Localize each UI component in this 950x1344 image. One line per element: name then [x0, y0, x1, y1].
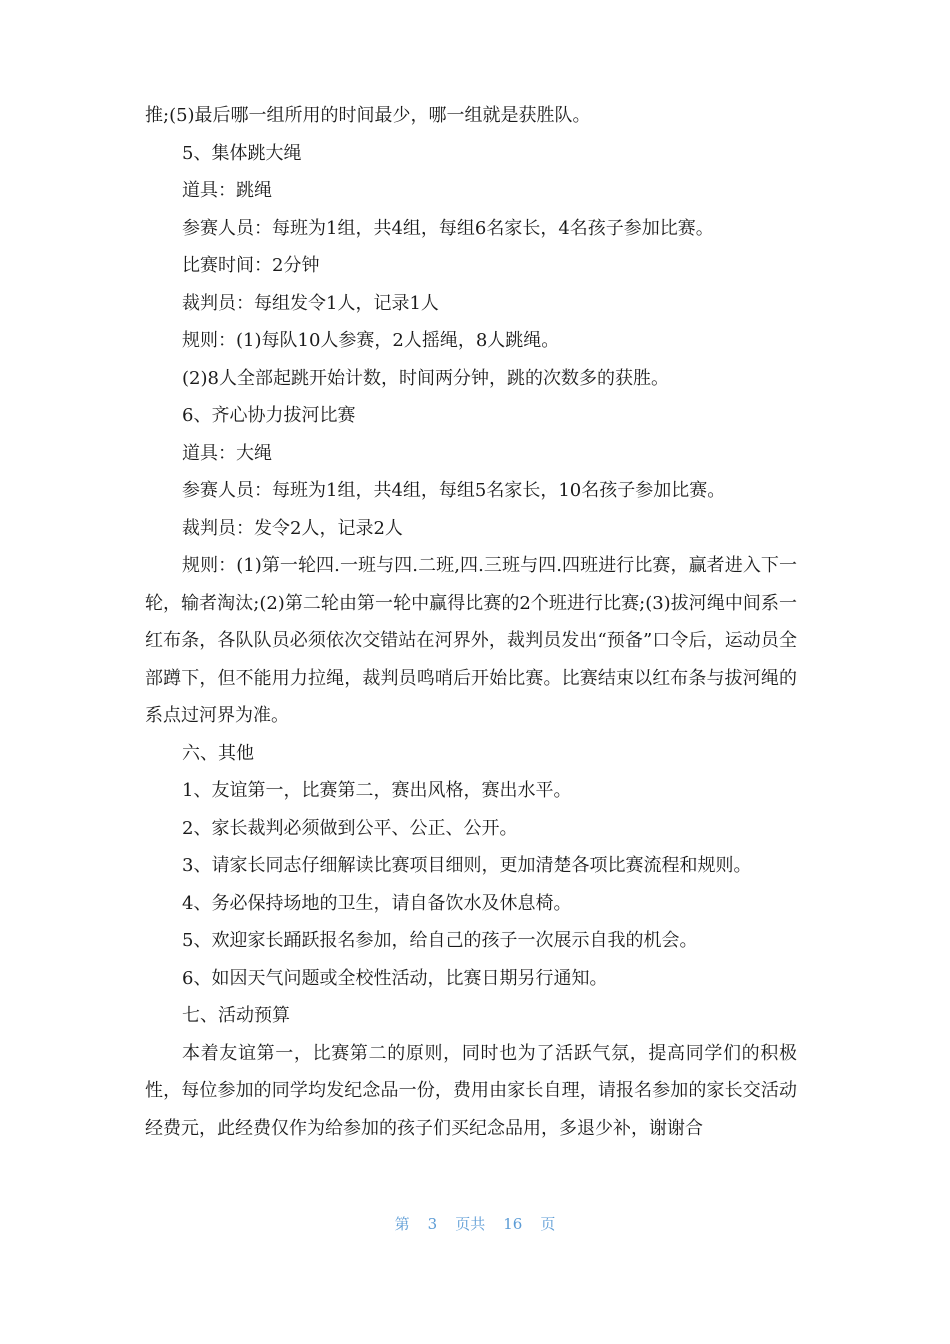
paragraph: 道具：跳绳 [182, 180, 272, 201]
paragraph: 规则：(1)第一轮四.一班与四.二班,四.三班与四.四班进行比赛，赢者进入下一轮，输者淘汰;(2)第二轮由第一轮中赢得比赛的2个班进行比赛;(3)拔河绳中间系一红布条，各队队员必须依次交错站在河界外，裁判员发出“预备”口令后，运动员全部蹲下，但不能用力拉绳，裁判员鸣哨后开始比赛。比赛结束以红布条与拔河绳的系点过河界为准。 [145, 555, 797, 726]
paragraph: (2)8人全部起跳开始计数，时间两分钟，跳的次数多的获胜。 [182, 367, 669, 389]
paragraph: 裁判员：发令2人，记录2人 [182, 517, 403, 539]
footer-page-number: 3 [427, 1215, 438, 1233]
section-heading: 5、集体跳大绳 [182, 142, 302, 164]
paragraph: 2、家长裁判必须做到公平、公正、公开。 [182, 817, 518, 839]
paragraph: 3、请家长同志仔细解读比赛项目细则，更加清楚各项比赛流程和规则。 [182, 855, 752, 876]
paragraph: 推;(5)最后哪一组所用的时间最少，哪一组就是获胜队。 [145, 105, 591, 126]
paragraph: 本着友谊第一，比赛第二的原则，同时也为了活跃气氛，提高同学们的积极性，每位参加的同学均发纪念品一份，费用由家长自理，请报名参加的家长交活动经费元，此经费仅作为给参加的孩子们买纪念品用，多退少补，谢谢合 [145, 1042, 797, 1139]
paragraph: 道具：大绳 [182, 442, 272, 464]
paragraph: 参赛人员：每班为1组，共4组，每组6名家长，4名孩子参加比赛。 [182, 217, 714, 239]
document-body [145, 97, 797, 1147]
paragraph: 4、务必保持场地的卫生，请自备饮水及休息椅。 [182, 892, 572, 914]
paragraph: 1、友谊第一，比赛第二，赛出风格，赛出水平。 [182, 780, 572, 801]
footer-suffix: 页 [540, 1215, 556, 1233]
paragraph: 裁判员：每组发令1人，记录1人 [182, 292, 439, 314]
paragraph: 比赛时间：2分钟 [182, 255, 320, 276]
footer-prefix: 第 [394, 1215, 410, 1233]
footer-total-pages: 16 [503, 1215, 523, 1233]
paragraph: 规则：(1)每队10人参赛，2人摇绳，8人跳绳。 [182, 330, 560, 351]
paragraph: 参赛人员：每班为1组，共4组，每组5名家长，10名孩子参加比赛。 [182, 480, 726, 501]
footer-middle: 页共 [455, 1215, 486, 1233]
section-heading: 6、齐心协力拔河比赛 [182, 405, 356, 426]
section-heading: 七、活动预算 [182, 1005, 290, 1026]
section-heading: 六、其他 [182, 742, 254, 764]
paragraph: 5、欢迎家长踊跃报名参加，给自己的孩子一次展示自我的机会。 [182, 930, 698, 951]
page-footer [0, 1213, 950, 1234]
paragraph: 6、如因天气问题或全校性活动，比赛日期另行通知。 [182, 967, 608, 989]
